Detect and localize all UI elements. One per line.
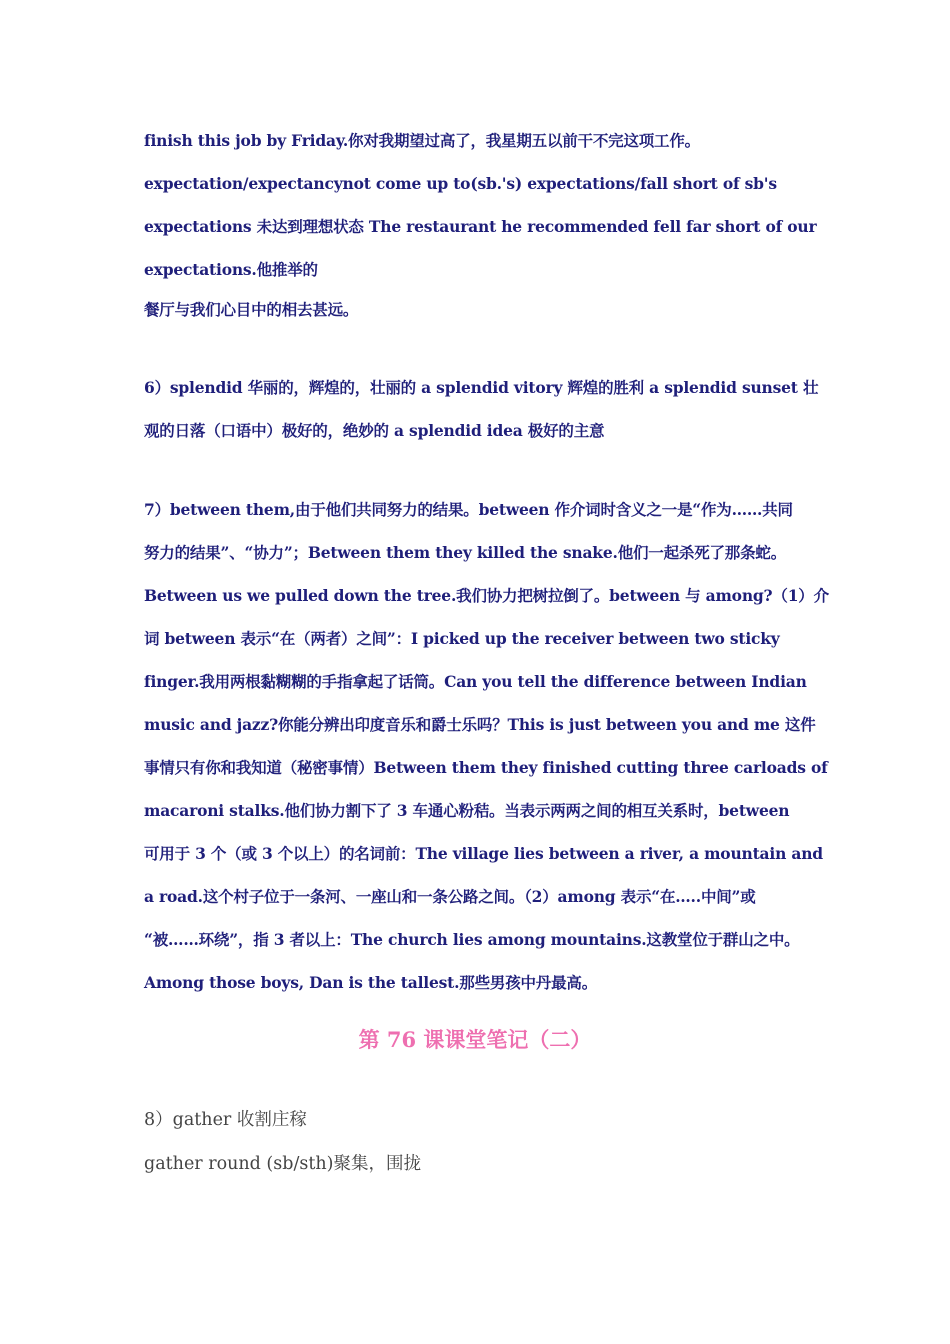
text-line: 6）splendid 华丽的，辉煌的，壮丽的 a splendid vitory 辉煌的胜利 a splendid sunset 壮 (144, 378, 819, 397)
text-line: 餐厅与我们心目中的相去甚远。 (144, 300, 359, 319)
text-line: Among those boys, Dan is the tallest.那些男孩中丹最高。 (144, 973, 597, 992)
text-line: 可用于 3 个（或 3 个以上）的名词前：The village lies between a river, a mountain and (144, 844, 823, 863)
section-heading: 第 76 课课堂笔记（二） (358, 1027, 592, 1052)
text-line: “被……环绕”，指 3 者以上：The church lies among mountains.这教堂位于群山之中。 (144, 930, 800, 949)
text-line: 努力的结果”、“协力”；Between them they killed the snake.他们一起杀死了那条蛇。 (144, 543, 787, 562)
text-line: gather round (sb/sth)聚集，围拢 (144, 1154, 421, 1174)
text-line: expectation/expectancynot come up to(sb.'s) expectations/fall short of sb's (144, 174, 777, 193)
text-line: 观的日落（口语中）极好的，绝妙的 a splendid idea 极好的主意 (144, 421, 605, 440)
text-line: finish this job by Friday.你对我期望过高了，我星期五以前干不完这项工作。 (144, 131, 700, 150)
text-line: 7）between them,由于他们共同努力的结果。between 作介词时含义之一是“作为……共同 (144, 500, 793, 519)
text-line: a road.这个村子位于一条河、一座山和一条公路之间。（2）among 表示“在…..中间”或 (144, 887, 756, 906)
text-line: 事情只有你和我知道（秘密事情）Between them they finished cutting three carloads of (144, 758, 828, 777)
text-line: Between us we pulled down the tree.我们协力把树拉倒了。between 与 among?（1）介 (144, 586, 829, 605)
text-line: music and jazz?你能分辨出印度音乐和爵士乐吗？This is just between you and me 这件 (144, 715, 816, 734)
text-line: 8）gather 收割庄稼 (144, 1110, 307, 1130)
text-line: macaroni stalks.他们协力割下了 3 车通心粉秸。当表示两两之间的相互关系时，between (144, 801, 790, 820)
text-line: expectations.他推举的 (144, 260, 318, 279)
text-line: finger.我用两根黏糊糊的手指拿起了话筒。Can you tell the difference between Indian (144, 672, 807, 691)
text-line: expectations 未达到理想状态 The restaurant he recommended fell far short of our (144, 217, 817, 236)
text-line: 词 between 表示“在（两者）之间”：I picked up the receiver between two sticky (144, 629, 780, 648)
